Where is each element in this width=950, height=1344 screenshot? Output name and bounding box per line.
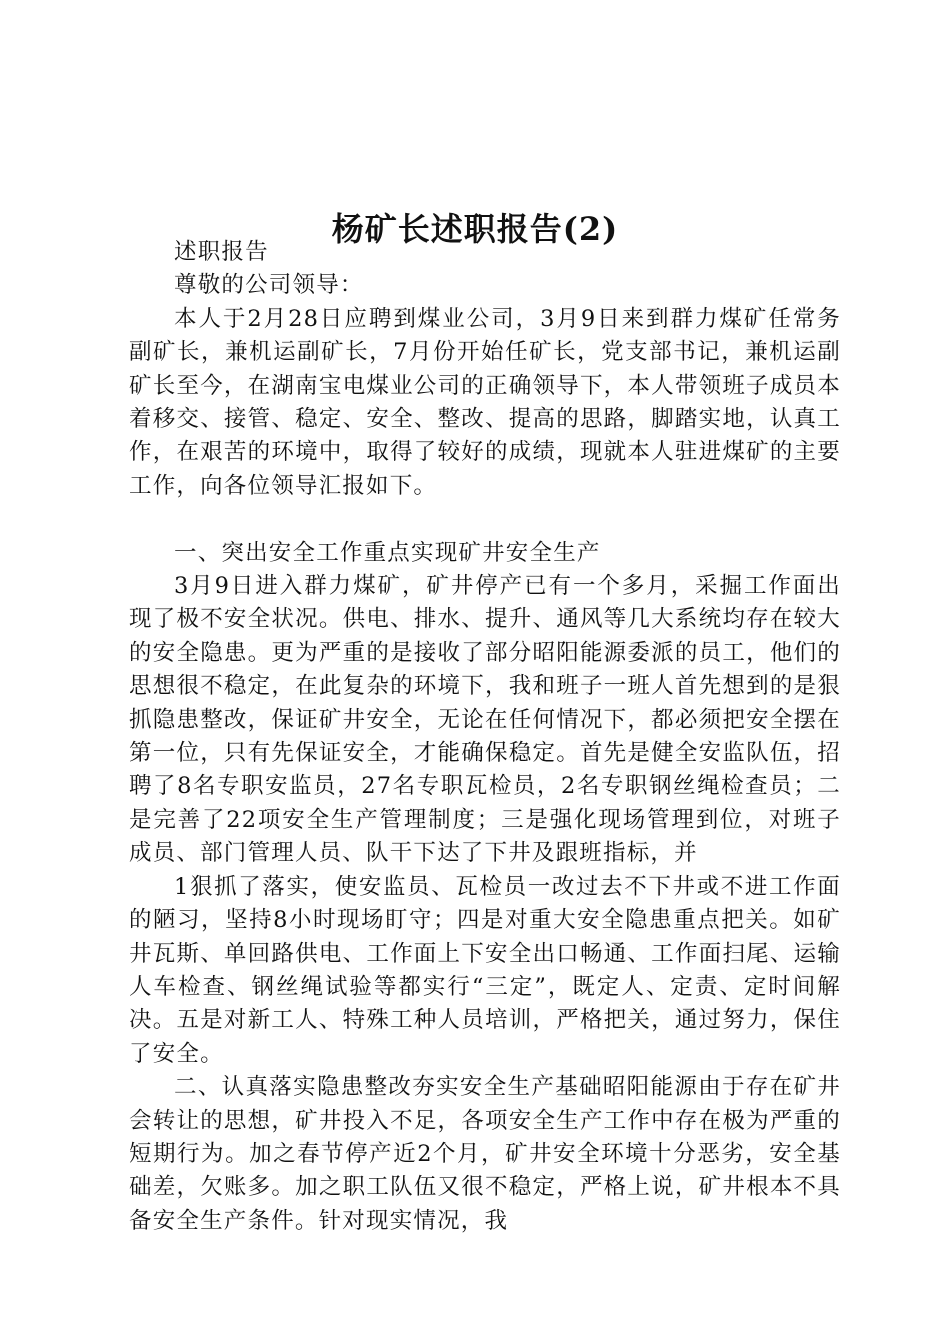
paragraph-intro: 本人于2月28日应聘到煤业公司，3月9日来到群力煤矿任常务副矿长，兼机运副矿长，7月份开始任矿长，党支部书记，兼机运副矿长至今，在湖南宝电煤业公司的正确领导下，本人带领班子成员本着移交、接管、稳定、安全、整改、提高的思路，脚踏实地，认真工作，在艰苦的环境中，取得了较好的成绩，现就本人驻进煤矿的主要工作，向各位领导汇报如下。 [129, 305, 841, 499]
paragraph-heading-report: 述职报告 [174, 239, 269, 265]
paragraph-section-1: 3月9日进入群力煤矿，矿井停产已有一个多月，采掘工作面出现了极不安全状况。供电、排水、提升、通风等几大系统均存在较大的安全隐患。更为严重的是接收了部分昭阳能源委派的员工，他们的思想很不稳定，在此复杂的环境下，我和班子一班人首先想到的是狠抓隐患整改，保证矿井安全，无论在任何情况下，都必须把安全摆在第一位，只有先保证安全，才能确保稳定。首先是健全安监队伍，招聘了8名专职安监员，27名专职瓦检员，2名专职钢丝绳检查员；二是完善了22项安全生产管理制度；三是强化现场管理到位，对班子成员、部门管理人员、队干下达了下井及跟班指标，并 [129, 573, 841, 867]
paragraph-salutation: 尊敬的公司领导： [174, 272, 364, 299]
section-heading-1: 一、突出安全工作重点实现矿井安全生产 [174, 539, 601, 566]
document-body [129, 236, 841, 1238]
paragraph-section-1-continued: 1狠抓了落实，使安监员、瓦检员一改过去不下井或不进工作面的陋习，坚持8小时现场盯守；四是对重大安全隐患重点把关。如矿井瓦斯、单回路供电、工作面上下安全出口畅通、工作面扫尾、运输人车检查、钢丝绳试验等都实行“三定”，既定人、定责、定时间解决。五是对新工人、特殊工种人员培训，严格把关，通过努力，保住了安全。 [129, 873, 841, 1067]
paragraph-section-2: 二、认真落实隐患整改夯实安全生产基础昭阳能源由于存在矿井会转让的思想，矿井投入不足，各项安全生产工作中存在极为严重的短期行为。加之春节停产近2个月，矿井安全环境十分恶劣，安全基础差，欠账多。加之职工队伍又很不稳定，严格上说，矿井根本不具备安全生产条件。针对现实情况，我 [129, 1074, 841, 1234]
document-title: 杨矿长述职报告(2) [331, 210, 619, 249]
